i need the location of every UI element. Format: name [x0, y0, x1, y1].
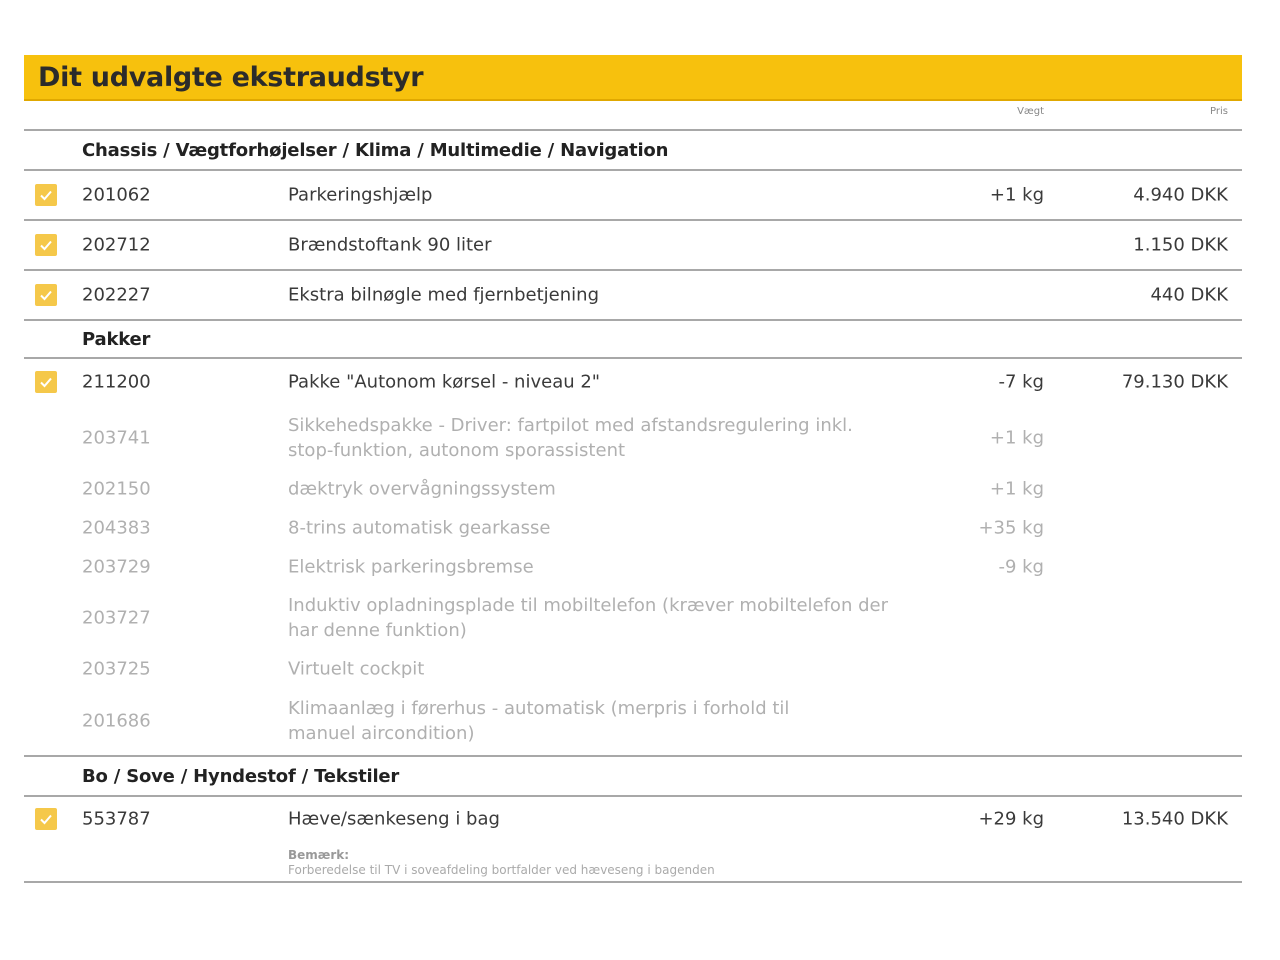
checkbox-checked-icon[interactable] [35, 284, 57, 306]
section-header-chassis: Chassis / Vægtforhøjelser / Klima / Multimedie / Navigation [24, 131, 1242, 171]
package-subitem [24, 471, 1242, 507]
package-subitem [24, 507, 1242, 549]
subitem-description: Elektrisk parkeringsbremse [288, 556, 534, 578]
subitem-description: Virtuelt cockpit [288, 658, 425, 680]
title-banner [24, 55, 1242, 101]
subitem-code: 201686 [82, 710, 151, 732]
subitem-description: dæktryk overvågningssystem [288, 478, 556, 500]
equipment-row [24, 171, 1242, 221]
subitem-code: 204383 [82, 517, 151, 539]
package-subitem [24, 687, 1242, 757]
item-weight: +1 kg [989, 184, 1044, 206]
subitem-description: Induktiv opladningsplade til mobiltelefon (kræver mobiltelefon der har denne funktion) [288, 595, 888, 641]
note-label: Bemærk: [288, 848, 350, 862]
equipment-row [24, 797, 1242, 841]
package-subitem [24, 585, 1242, 651]
subitem-weight: -9 kg [998, 556, 1044, 578]
page-title: Dit udvalgte ekstraudstyr [38, 61, 424, 93]
subitem-code: 203725 [82, 658, 151, 680]
item-weight: -7 kg [998, 371, 1044, 393]
weight-column-header: Vægt [1017, 106, 1044, 117]
subitem-description: Sikkehedspakke - Driver: fartpilot med afstandsregulering inkl. stop-funktion, autonom sporassistent [288, 415, 853, 461]
subitem-weight: +1 kg [989, 478, 1044, 500]
package-subitem [24, 651, 1242, 687]
subitem-weight: +1 kg [989, 427, 1044, 449]
item-description: Brændstoftank 90 liter [288, 234, 492, 256]
equipment-row [24, 359, 1242, 405]
item-code: 201062 [82, 184, 151, 206]
equipment-row [24, 271, 1242, 321]
item-code: 211200 [82, 371, 151, 393]
subitem-description: Klimaanlæg i førerhus - automatisk (merpris i forhold til manuel aircondition) [288, 698, 790, 744]
note-row [24, 841, 1242, 883]
subitem-weight: +35 kg [978, 517, 1044, 539]
item-price: 79.130 DKK [1121, 371, 1228, 393]
item-code: 202712 [82, 234, 151, 256]
package-subitem [24, 405, 1242, 471]
column-headers [24, 101, 1242, 131]
checkbox-checked-icon[interactable] [35, 371, 57, 393]
item-price: 4.940 DKK [1133, 184, 1228, 206]
package-subitem [24, 549, 1242, 585]
item-price: 1.150 DKK [1133, 234, 1228, 256]
subitem-code: 203729 [82, 556, 151, 578]
item-price: 13.540 DKK [1121, 808, 1228, 830]
equipment-sheet [24, 55, 1242, 883]
subitem-code: 203741 [82, 427, 151, 449]
section-header-bo-sove: Bo / Sove / Hyndestof / Tekstiler [24, 757, 1242, 797]
checkbox-checked-icon[interactable] [35, 808, 57, 830]
equipment-row [24, 221, 1242, 271]
item-description: Hæve/sænkeseng i bag [288, 808, 500, 830]
checkbox-checked-icon[interactable] [35, 184, 57, 206]
price-column-header: Pris [1210, 106, 1228, 117]
note-text: Forberedelse til TV i soveafdeling bortfalder ved hæveseng i bagenden [288, 863, 715, 877]
item-code: 553787 [82, 808, 151, 830]
item-note [288, 848, 715, 877]
item-description: Parkeringshjælp [288, 184, 433, 206]
subitem-code: 202150 [82, 478, 151, 500]
checkbox-checked-icon[interactable] [35, 234, 57, 256]
item-weight: +29 kg [978, 808, 1044, 830]
item-price: 440 DKK [1150, 284, 1228, 306]
section-header-pakker: Pakker [24, 321, 1242, 359]
subitem-description: 8-trins automatisk gearkasse [288, 517, 551, 539]
item-code: 202227 [82, 284, 151, 306]
subitem-code: 203727 [82, 607, 151, 629]
item-description: Pakke "Autonom kørsel - niveau 2" [288, 371, 601, 393]
item-description: Ekstra bilnøgle med fjernbetjening [288, 284, 599, 306]
